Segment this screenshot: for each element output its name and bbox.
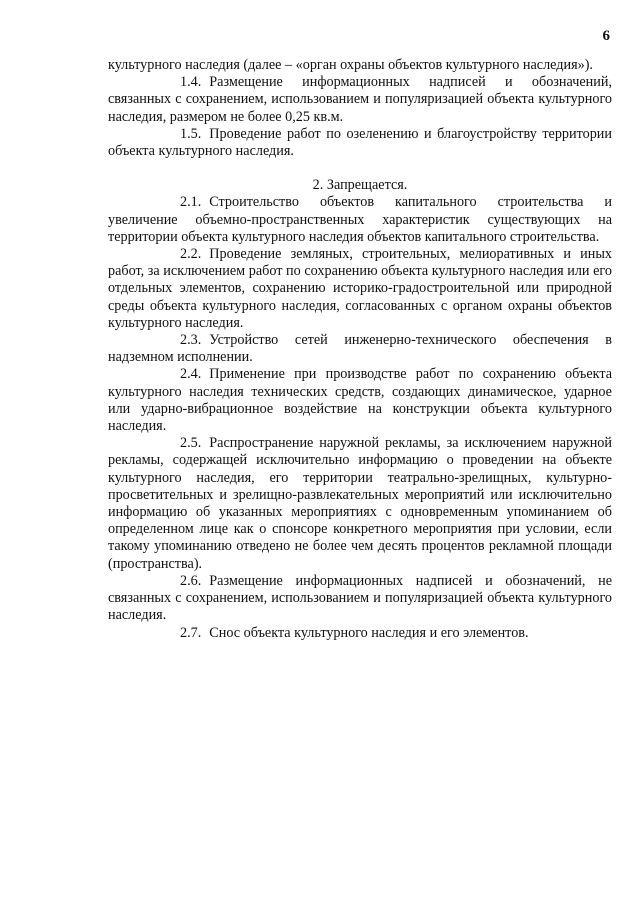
paragraph xyxy=(108,625,612,642)
clause-number: 1.4. xyxy=(180,74,202,91)
paragraph-text: Размещение информационных надписей и обозначений, не связанных с сохранением, использованием и популяризацией объекта культурного наследия. xyxy=(108,572,612,624)
paragraph-text: Строительство объектов капитального строительства и увеличение объемно-пространственных характеристик существующих на территории объекта культурного наследия объектов капитального строительства. xyxy=(108,194,612,245)
clause-number: 2.4. xyxy=(180,366,202,383)
paragraph-text: Размещение информационных надписей и обозначений, связанных с сохранением, использованием и популяризацией объекта культурного наследия, размером не более 0,25 кв.м. xyxy=(108,74,612,125)
paragraph xyxy=(108,573,612,625)
paragraph xyxy=(108,435,612,573)
paragraph-text: Распространение наружной рекламы, за исключением наружной рекламы, содержащей исключительно информацию о проведении на объекте культурного наследия, его территории театрально-зрелищных, культурно-просветительных и зрелищно-развлекательных мероприятий или исключительно информацию об указанных мероприятиях с одновременным упоминанием об определенном лице как о спонсоре конкретного мероприятия при условии, если такому упоминанию отведено не более чем десять процентов рекламной площади (пространства). xyxy=(108,435,612,572)
paragraph-text: Проведение земляных, строительных, мелиоративных и иных работ, за исключением работ по сохранению объекта культурного наследия или его отдельных элементов, сохранению историко-градостроительной или природной среды объекта культурного наследия, согласованных с органом охраны объектов культурного наследия. xyxy=(108,246,612,331)
clause-number: 2.2. xyxy=(180,246,202,263)
clause-number: 1.5. xyxy=(180,125,202,142)
clause-number: 2.1. xyxy=(180,194,202,211)
paragraph xyxy=(108,332,612,366)
paragraph xyxy=(108,366,612,435)
paragraph-text: культурного наследия (далее – «орган охраны объектов культурного наследия»). xyxy=(108,57,593,73)
paragraph-text: Устройство сетей инженерно-технического обеспечения в надземном исполнении. xyxy=(108,332,612,366)
clause-number: 2.5. xyxy=(180,435,202,452)
paragraph xyxy=(108,246,612,332)
paragraph xyxy=(108,126,612,160)
clause-number: 2.3. xyxy=(180,332,202,349)
paragraph-text: Применение при производстве работ по сохранению объекта культурного наследия технических средств, создающих динамическое, ударное или ударно-вибрационное воздействие на конструкции объекта культурного наследия. xyxy=(108,366,612,435)
paragraph-text: Проведение работ по озеленению и благоустройству территории объекта культурного наследия. xyxy=(108,125,612,160)
paragraph xyxy=(108,74,612,126)
page-number: 6 xyxy=(602,28,610,44)
paragraph-text: Снос объекта культурного наследия и его элементов. xyxy=(209,624,529,641)
document-body xyxy=(108,57,612,642)
paragraph xyxy=(108,194,612,246)
clause-number: 2.6. xyxy=(180,572,202,589)
paragraph xyxy=(108,57,612,74)
clause-number: 2.7. xyxy=(180,624,202,641)
section-heading: 2. Запрещается. xyxy=(312,177,408,194)
